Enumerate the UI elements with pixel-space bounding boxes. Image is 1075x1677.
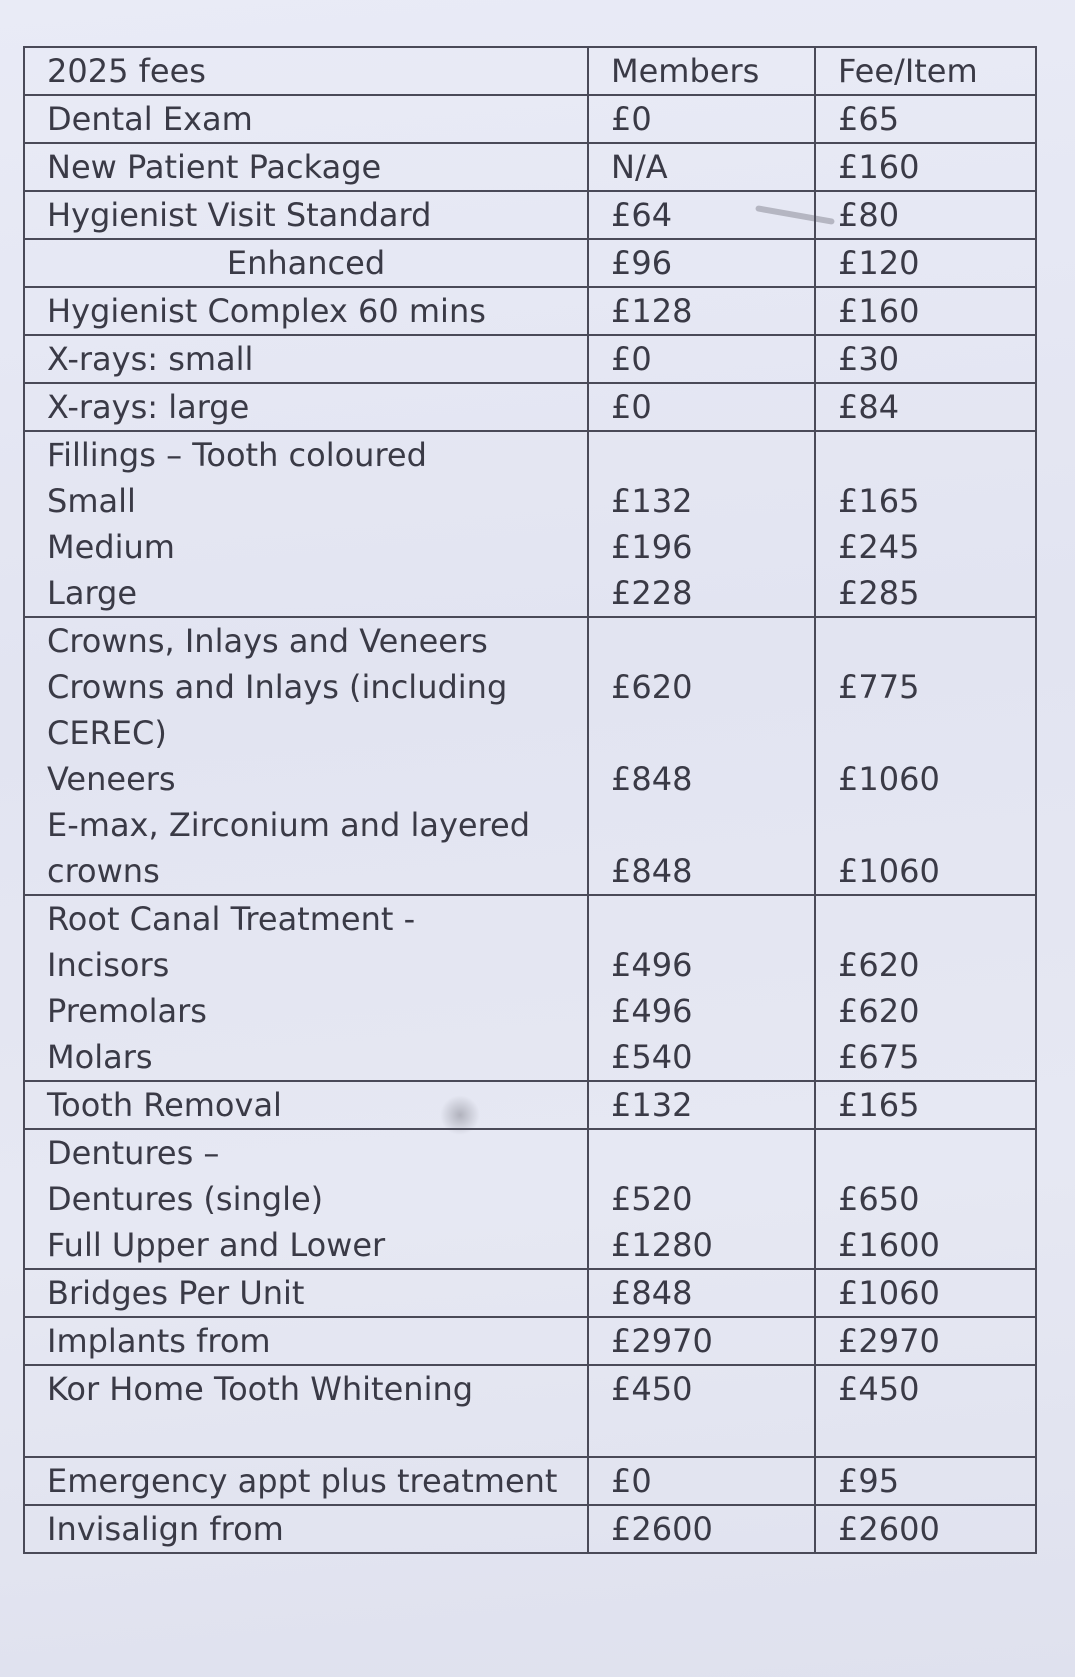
crowns-fees: [815, 617, 1036, 895]
item-name: E-max, Zirconium and layered crowns: [47, 806, 531, 890]
table-row: [24, 1269, 1036, 1317]
table-row: [24, 1505, 1036, 1553]
members-price: £128: [588, 287, 815, 335]
item-name: Small: [47, 482, 136, 520]
dentures-fees: [815, 1129, 1036, 1269]
table-row: [24, 287, 1036, 335]
item-name: Medium: [47, 528, 175, 566]
fee-price: £165: [815, 1081, 1036, 1129]
table-row-fillings: [24, 431, 1036, 617]
table-header-row: [24, 47, 1036, 95]
item-name: X-rays: large: [24, 383, 588, 431]
fee-price: £1060: [815, 1269, 1036, 1317]
members-price: £228: [611, 574, 693, 612]
group-heading: Fillings – Tooth coloured: [47, 436, 427, 474]
dentures-members: [588, 1129, 815, 1269]
group-heading: Root Canal Treatment -: [47, 900, 416, 938]
table-row: [24, 143, 1036, 191]
item-name: Hygienist Visit Standard: [24, 191, 588, 239]
members-price: £520: [611, 1180, 693, 1218]
item-name: Hygienist Complex 60 mins: [24, 287, 588, 335]
fee-price: £620: [838, 992, 920, 1030]
header-members: Members: [588, 47, 815, 95]
header-item: 2025 fees: [24, 47, 588, 95]
table-row-crowns: [24, 617, 1036, 895]
members-price: £96: [588, 239, 815, 287]
dentures-items: [24, 1129, 588, 1269]
fee-price: £160: [815, 287, 1036, 335]
item-name: Implants from: [24, 1317, 588, 1365]
fee-price: £80: [815, 191, 1036, 239]
members-price: £0: [588, 95, 815, 143]
members-price: £2970: [588, 1317, 815, 1365]
crowns-members: [588, 617, 815, 895]
fillings-items: [24, 431, 588, 617]
table-row: [24, 1081, 1036, 1129]
table-row-dentures: [24, 1129, 1036, 1269]
fee-price: £2600: [815, 1505, 1036, 1553]
group-heading: Dentures –: [47, 1134, 220, 1172]
table-row-root-canal: [24, 895, 1036, 1081]
fee-price: £650: [838, 1180, 920, 1218]
fee-price: £675: [838, 1038, 920, 1076]
table-row: [24, 191, 1036, 239]
item-name: Dentures (single): [47, 1180, 324, 1218]
fee-price: £1060: [838, 760, 940, 798]
table-row: [24, 95, 1036, 143]
fillings-members: [588, 431, 815, 617]
item-name: Kor Home Tooth Whitening: [24, 1365, 588, 1457]
fee-price: £285: [838, 574, 920, 612]
members-price: £0: [588, 335, 815, 383]
members-price: £496: [611, 992, 693, 1030]
fee-price: £1600: [838, 1226, 940, 1264]
root-canal-items: [24, 895, 588, 1081]
members-price: £620: [611, 668, 693, 706]
header-fee: Fee/Item: [815, 47, 1036, 95]
members-price: £450: [588, 1365, 815, 1457]
fee-price: £165: [838, 482, 920, 520]
fee-price: £120: [815, 239, 1036, 287]
members-price: £132: [611, 482, 693, 520]
fee-price: £450: [815, 1365, 1036, 1457]
members-price: £196: [611, 528, 693, 566]
fee-price: £65: [815, 95, 1036, 143]
members-price: £64: [588, 191, 815, 239]
members-price: £132: [588, 1081, 815, 1129]
item-name: Invisalign from: [24, 1505, 588, 1553]
item-name: Premolars: [47, 992, 207, 1030]
members-price: £496: [611, 946, 693, 984]
members-price: £848: [611, 852, 693, 890]
table-row: [24, 383, 1036, 431]
item-name: Crowns and Inlays (including CEREC): [47, 668, 508, 752]
table-row: [24, 239, 1036, 287]
item-name: Incisors: [47, 946, 170, 984]
item-name: Dental Exam: [24, 95, 588, 143]
members-price: £0: [588, 383, 815, 431]
fee-price: £95: [815, 1457, 1036, 1505]
table-row: [24, 1457, 1036, 1505]
table-row: [24, 1317, 1036, 1365]
members-price: £0: [588, 1457, 815, 1505]
members-price: £2600: [588, 1505, 815, 1553]
fee-price: £245: [838, 528, 920, 566]
members-price: £848: [611, 760, 693, 798]
table-row: [24, 335, 1036, 383]
fee-price: £160: [815, 143, 1036, 191]
fee-price: £30: [815, 335, 1036, 383]
members-price: N/A: [588, 143, 815, 191]
crowns-items: [24, 617, 588, 895]
item-name: Molars: [47, 1038, 153, 1076]
item-name: Enhanced: [24, 239, 588, 287]
table-row: [24, 1365, 1036, 1457]
root-canal-fees: [815, 895, 1036, 1081]
item-name: New Patient Package: [24, 143, 588, 191]
item-name: Emergency appt plus treatment: [24, 1457, 588, 1505]
fee-price: £84: [815, 383, 1036, 431]
members-price: £848: [588, 1269, 815, 1317]
fee-price: £620: [838, 946, 920, 984]
item-name: Full Upper and Lower: [47, 1226, 386, 1264]
item-name: X-rays: small: [24, 335, 588, 383]
item-name: Large: [47, 574, 138, 612]
root-canal-members: [588, 895, 815, 1081]
fee-price: £2970: [815, 1317, 1036, 1365]
members-price: £540: [611, 1038, 693, 1076]
fees-table: [23, 46, 1037, 1554]
group-heading: Crowns, Inlays and Veneers: [47, 622, 488, 660]
fillings-fees: [815, 431, 1036, 617]
fee-price: £1060: [838, 852, 940, 890]
item-name: Tooth Removal: [24, 1081, 588, 1129]
item-name: Veneers: [47, 760, 176, 798]
fee-price: £775: [838, 668, 920, 706]
item-name: Bridges Per Unit: [24, 1269, 588, 1317]
members-price: £1280: [611, 1226, 713, 1264]
